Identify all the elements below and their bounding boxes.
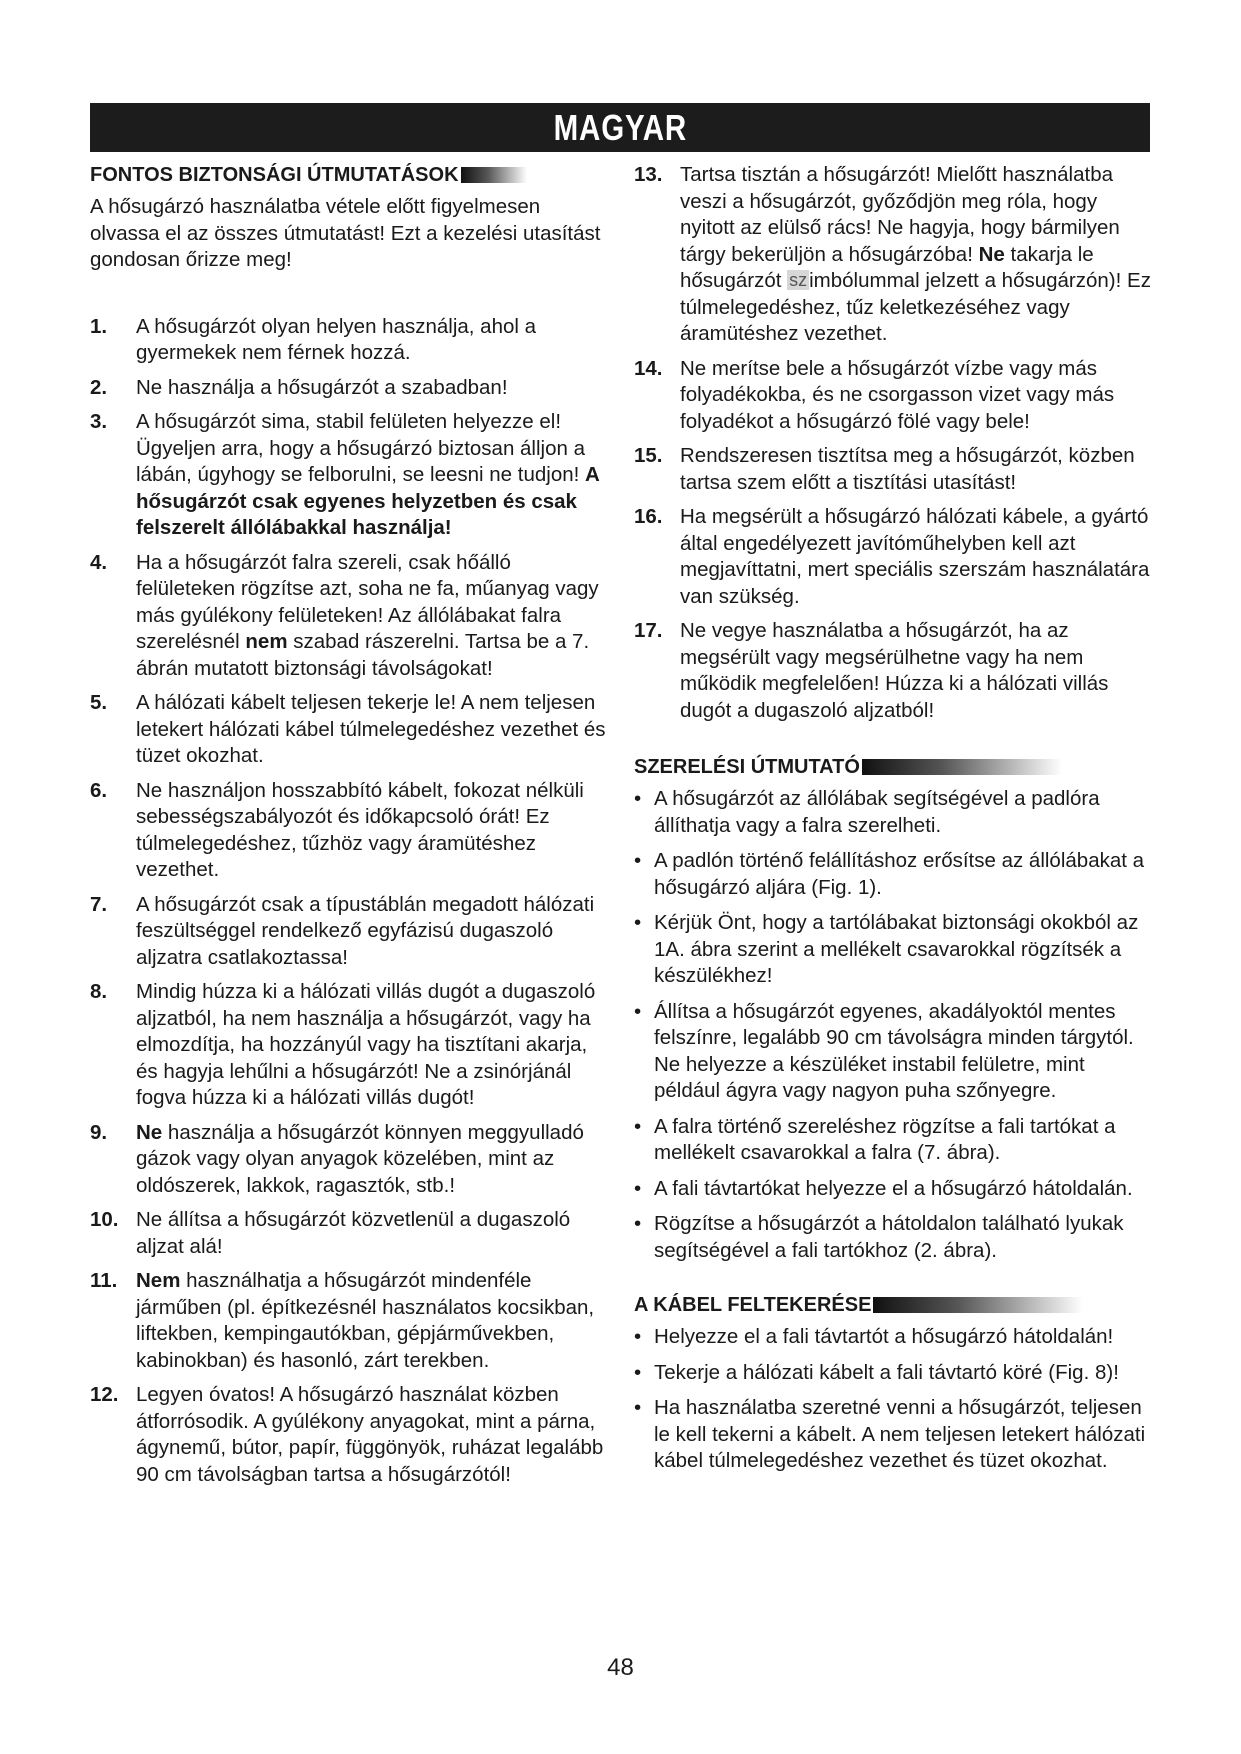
item-text: Ne használjon hosszabbító kábelt, fokozat nélküli sebességszabályozót és időkapcsoló órát! Ez túlmelegedéshez, tűzhöz vagy áramütéshez vezethet. [136,778,584,881]
item-text: Rendszeresen tisztítsa meg a hősugárzót, közben tartsa szem előtt a tisztítási utasítást! [680,444,1135,494]
item-emphasis: Nem [136,1269,181,1292]
list-item [90,1207,610,1260]
item-number: 17. [634,619,663,642]
item-number: 12. [90,1383,119,1406]
bullet-item: • Állítsa a hősugárzót egyenes, akadályoktól mentes felszínre, legalább 90 cm távolságra minden tárgytól. Ne helyezze a készüléket instabil felületre, mint például ágyra vagy nagyon puha szőnyegre. [634,999,1154,1105]
bullet-item: • A falra történő szereléshez rögzítse a fali tartókat a mellékelt csavarokkal a falra (7. ábra). [634,1114,1154,1167]
item-number: 5. [90,691,108,714]
safety-heading: FONTOS BIZTONSÁGI ÚTMUTATÁSOK [90,162,610,188]
list-item [90,409,610,542]
bullet-item: • Kérjük Önt, hogy a tartólábakat biztonsági okokból az 1A. ábra szerint a mellékelt csavarokkal rögzítsék a készülékhez! [634,910,1154,990]
list-item [634,504,1154,610]
list-item [634,443,1154,496]
item-text: szabad rászerelni. Tartsa be a 7. ábrán mutatott biztonsági távolságokat! [136,630,590,680]
language-banner: MAGYAR [90,103,1150,152]
list-item [90,690,610,770]
item-number: 3. [90,410,108,433]
item-text: A hálózati kábelt teljesen tekerje le! A nem teljesen letekert hálózati kábel túlmelegedéshez vezethet és tüzet okozhat. [136,691,606,767]
bullet-item: • A hősugárzót az állólábak segítségével a padlóra állíthatja vagy a falra szerelheti. [634,786,1154,839]
item-number: 14. [634,356,663,380]
cable-list [634,1324,1154,1475]
item-text: A hősugárzót olyan helyen használja, ahol a gyermekek nem férnek hozzá. [136,314,537,364]
assembly-heading: SZERELÉSI ÚTMUTATÓ [634,754,1154,780]
item-text: Ne merítse bele a hősugárzót vízbe vagy más folyadékokba, és ne csorgasson vizet vagy más folyadékot a hősugárzó fölé vagy bele! [680,356,1115,433]
item-text: Ha megsérült a hősugárzó hálózati kábele, a gyártó által engedélyezett javítóműhelyben kell azt megjavíttatni, mert speciális szerszám használatára van szükség. [680,505,1150,608]
heading-bar [461,167,527,183]
item-text: A hősugárzót sima, stabil felületen helyezze el! Ügyeljen arra, hogy a hősugárzó biztosan álljon a lábán, úgyhogy se felborulni, se leesni ne tudjon! [136,410,586,486]
list-item [634,356,1154,436]
safety-list [90,314,610,1489]
list-item [90,375,610,402]
item-number: 6. [90,778,108,802]
item-emphasis: A hősugárzót csak egyenes helyzetben és csak felszerelt állólábakkal használja! [136,463,600,539]
list-item [90,1268,610,1374]
item-text: Legyen óvatos! A hősugárzó használat közben átforrósodik. A gyúlékony anyagokat, mint a párna, ágynemű, bútor, papír, függönyök, ruházat legalább 90 cm távolságban tartsa a hősugárzótól! [136,1383,604,1486]
bullet-item: • Helyezze el a fali távtartót a hősugárzó hátoldalán! [634,1324,1154,1351]
symbol-badge: sz [789,270,808,290]
left-column [90,162,610,1496]
cable-heading: A KÁBEL FELTEKERÉSE [634,1292,1154,1318]
right-column [634,162,1154,1503]
item-text: Ha a hősugárzót falra szereli, csak hőálló felületeken rögzítse azt, soha ne fa, műanyag vagy más gyúlékony felületeken! Az állólábakat falra szerelésnél [136,550,599,653]
item-text: A hősugárzót csak a típustáblán megadott hálózati feszültséggel rendelkező egyfázisú dugaszoló aljzatra csatlakoztassa! [136,892,595,969]
item-number: 16. [634,505,663,528]
heading-bar [873,1297,1083,1313]
item-number: 7. [90,892,108,916]
item-text: használja a hősugárzót könnyen meggyulladó gázok vagy olyan anyagok közelében, mint az oldószerek, lakkok, ragasztók, stb.! [136,1120,584,1197]
list-item [90,892,610,972]
item-number: 8. [90,980,108,1003]
list-item [90,550,610,683]
item-number: 4. [90,550,108,574]
list-item [90,1120,610,1200]
item-text: Ne állítsa a hősugárzót közvetlenül a dugaszoló aljzat alá! [136,1208,571,1258]
safety-list-continued [634,162,1154,724]
item-text: használhatja a hősugárzót mindenféle járműben (pl. építkezésnél használatos kocsikban, liftekben, kempingautókban, gépjárművekben, kabinokban) és hasonló, zárt terekben. [136,1269,595,1372]
bullet-item: • Tekerje a hálózati kábelt a fali távtartó köré (Fig. 8)! [634,1360,1154,1387]
list-item [90,979,610,1112]
list-item: 13. Tartsa tisztán a hősugárzót! Mielőtt használatba veszi a hősugárzót, győződjön meg róla, hogy nyitott az elülső rács! Ne hagyja, hogy bármilyen tárgy bekerüljön a hősugárzóba! Ne takarja le hősugárzót szimbólummal jelzett a hősugárzón)! Ez túlmelegedéshez, tűz keletkezéséhez vagy áramütéshez vezethet. [634,163,1151,345]
bullet-item: • A fali távtartókat helyezze el a hősugárzó hátoldalán. [634,1176,1154,1203]
item-number: 10. [90,1208,119,1231]
list-item [634,618,1154,724]
item-number: 2. [90,375,108,399]
heading-bar [862,759,1062,775]
item-emphasis: nem [245,630,288,653]
bullet-item: • Rögzítse a hősugárzót a hátoldalon található lyukak segítségével a fali tartókhoz (2. ábra). [634,1211,1154,1264]
safety-intro: A hősugárzó használatba vétele előtt figyelmesen olvassa el az összes útmutatást! Ezt a kezelési utasítást gondosan őrizze meg! [90,195,601,271]
item-text: Ne vegye használatba a hősugárzót, ha az megsérült vagy megsérülhetne vagy ha nem működik megfelelően! Húzza ki a hálózati villás dugót a dugaszoló aljzatból! [680,619,1109,722]
bullet-item: • Ha használatba szeretné venni a hősugárzót, teljesen le kell tekerni a kábelt. A nem teljesen letekert hálózati kábel túlmelegedéshez vezethet és tüzet okozhat. [634,1395,1154,1475]
page-number: 48 [607,1654,634,1681]
list-item [90,1382,610,1488]
item-text: Ne használja a hősugárzót a szabadban! [136,375,508,399]
item-text: Mindig húzza ki a hálózati villás dugót a dugaszoló aljzatból, ha nem használja a hősugárzót, vagy ha elmozdítja, ha hozzányúl vagy ha tisztítani akarja, és hagyja lehűlni a hősugárzót! Ne a zsinórjánál fogva húzza ki a hálózati villás dugót! [136,980,596,1109]
item-number: 1. [90,314,108,338]
assembly-list [634,786,1154,1264]
item-number: 9. [90,1120,108,1144]
item-number: 11. [90,1269,118,1292]
list-item [90,314,610,367]
bullet-item: • A padlón történő felállításhoz erősítse az állólábakat a hősugárzó aljára (Fig. 1). [634,848,1154,901]
item-emphasis: Ne [136,1120,163,1144]
list-item [90,778,610,884]
item-number: 15. [634,444,663,467]
